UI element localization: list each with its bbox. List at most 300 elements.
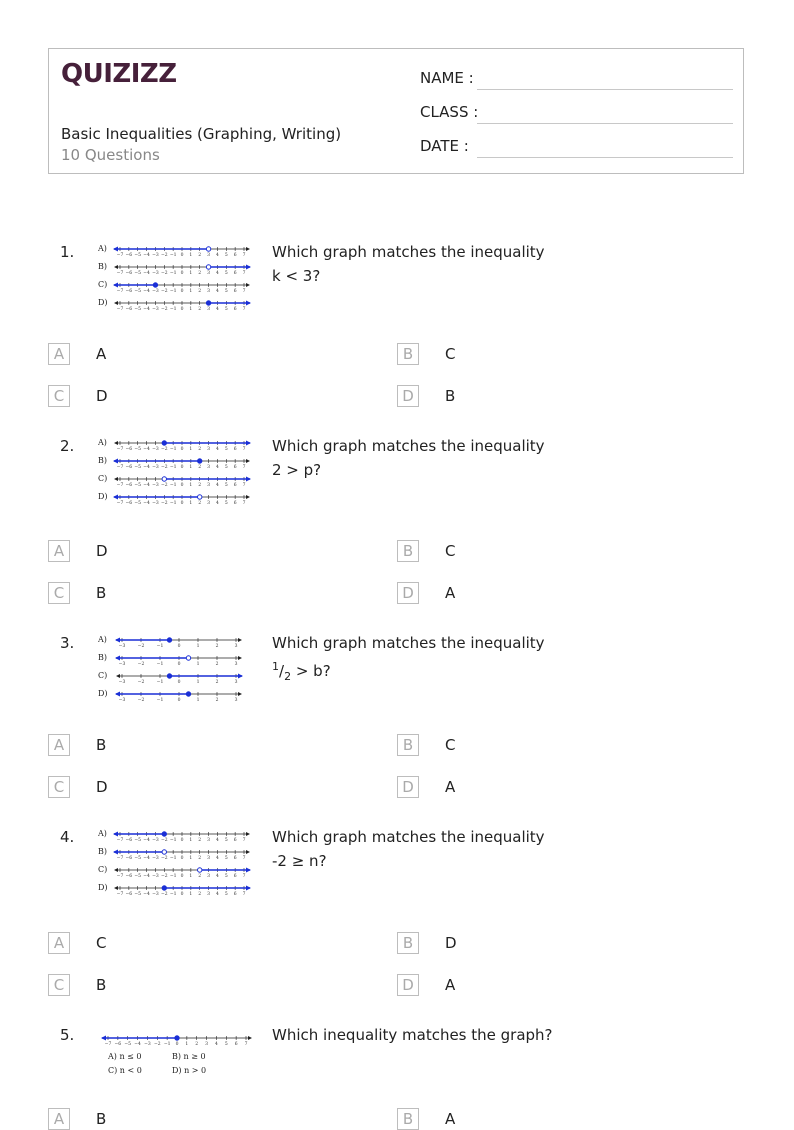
svg-text:1: 1 [196,680,200,685]
number-line [113,832,250,844]
number-line [116,674,243,686]
number-line [113,459,250,471]
svg-text:−4: −4 [143,307,150,312]
svg-text:−4: −4 [143,253,150,258]
svg-text:7: 7 [242,838,246,843]
question-line-2-text: > b? [295,662,331,680]
svg-text:−3: −3 [152,253,159,258]
svg-text:−4: −4 [143,447,150,452]
svg-text:7: 7 [242,447,246,452]
svg-text:6: 6 [234,1042,238,1047]
svg-text:−3: −3 [152,307,159,312]
svg-text:−1: −1 [169,856,177,861]
option-text: B [445,387,456,405]
svg-text:−7: −7 [116,307,124,312]
svg-text:−7: −7 [116,501,124,506]
svg-text:−3: −3 [152,447,159,452]
svg-text:−5: −5 [134,838,142,843]
svg-text:−6: −6 [125,483,133,488]
option-text: A [445,976,456,994]
worksheet-header [48,48,744,174]
svg-text:0: 0 [180,856,184,861]
svg-text:−2: −2 [160,856,168,861]
svg-text:1: 1 [189,838,193,843]
number-line-figure [98,1023,258,1083]
svg-text:2: 2 [215,680,219,685]
svg-text:4: 4 [215,838,219,843]
option-text: C [445,542,456,560]
option-letter-box[interactable]: D [397,776,419,798]
svg-text:1: 1 [189,289,193,294]
number-line [114,441,251,453]
svg-text:−6: −6 [125,874,133,879]
svg-text:1: 1 [196,662,200,667]
svg-text:−1: −1 [156,680,164,685]
question-text [272,434,572,482]
svg-text:−6: −6 [125,289,133,294]
option-letter-box[interactable]: B [397,540,419,562]
svg-text:3: 3 [207,447,211,452]
svg-text:−5: −5 [134,447,142,452]
option-text: B [96,976,107,994]
svg-text:−1: −1 [169,838,177,843]
svg-text:−5: −5 [134,465,142,470]
svg-text:2: 2 [198,271,202,276]
question-text [272,825,572,873]
number-line [114,301,251,313]
svg-text:−3: −3 [152,465,159,470]
svg-text:6: 6 [233,501,237,506]
option-letter-box[interactable]: A [48,343,70,365]
question-line-1: Which graph matches the inequality [272,634,545,652]
svg-text:−3: −3 [152,892,159,897]
svg-text:−2: −2 [160,465,168,470]
svg-text:2: 2 [198,501,202,506]
svg-text:−4: −4 [143,856,150,861]
svg-text:−1: −1 [169,253,177,258]
svg-text:−2: −2 [160,271,168,276]
svg-text:3: 3 [207,838,211,843]
option-text: A [445,584,456,602]
svg-text:5: 5 [224,307,228,312]
number-line [113,495,250,507]
svg-text:−3: −3 [152,289,159,294]
svg-text:−5: −5 [134,892,142,897]
svg-text:−6: −6 [114,1042,122,1047]
svg-text:−2: −2 [160,838,168,843]
svg-text:2: 2 [215,644,219,649]
svg-text:1: 1 [196,698,200,703]
option-text: C [96,934,107,952]
svg-text:0: 0 [180,838,184,843]
svg-text:−1: −1 [169,447,177,452]
option-text: C [445,736,456,754]
name-line [477,89,733,90]
svg-text:−2: −2 [137,644,145,649]
svg-text:−5: −5 [134,483,142,488]
svg-text:−7: −7 [116,465,124,470]
option-text: D [96,778,108,796]
graph-label: A) [98,438,107,447]
inequality-choice: D) n > 0 [172,1066,207,1075]
svg-text:0: 0 [180,892,184,897]
fraction-denominator: 2 [284,670,292,683]
svg-text:2: 2 [198,892,202,897]
svg-text:−1: −1 [169,874,177,879]
svg-text:6: 6 [233,289,237,294]
svg-text:3: 3 [234,680,238,685]
inequality-choice: A) n ≤ 0 [108,1052,142,1061]
svg-text:−2: −2 [160,892,168,897]
svg-text:0: 0 [177,644,181,649]
class-line [477,123,733,124]
question-line-1: Which inequality matches the graph? [272,1026,553,1044]
svg-text:−1: −1 [169,483,177,488]
svg-text:−6: −6 [125,465,133,470]
svg-text:−4: −4 [143,465,150,470]
svg-text:7: 7 [242,465,246,470]
svg-text:5: 5 [224,874,228,879]
question-number: 2. [60,437,75,455]
option-letter-box[interactable]: C [48,776,70,798]
svg-text:5: 5 [224,447,228,452]
svg-text:−5: −5 [134,856,142,861]
graph-label: C) [98,671,108,680]
svg-text:1: 1 [189,271,193,276]
svg-text:4: 4 [215,253,219,258]
svg-text:−7: −7 [116,874,124,879]
svg-text:2: 2 [198,289,202,294]
svg-text:7: 7 [244,1042,248,1047]
svg-text:−5: −5 [124,1042,132,1047]
graph-label: B) [98,653,107,662]
graph-label: C) [98,280,108,289]
option-letter-box[interactable]: C [48,385,70,407]
svg-text:−4: −4 [143,892,150,897]
svg-text:0: 0 [180,483,184,488]
svg-text:−5: −5 [134,289,142,294]
svg-text:7: 7 [242,483,246,488]
svg-text:−7: −7 [116,447,124,452]
svg-text:4: 4 [215,465,219,470]
svg-text:−4: −4 [143,483,150,488]
svg-text:4: 4 [215,271,219,276]
option-letter-box[interactable]: B [397,343,419,365]
svg-text:−6: −6 [125,856,133,861]
class-field[interactable] [420,103,478,121]
svg-text:−1: −1 [169,892,177,897]
option-letter-box[interactable]: B [397,734,419,756]
svg-text:−3: −3 [152,271,159,276]
svg-text:6: 6 [233,447,237,452]
date-field[interactable] [420,137,469,155]
svg-text:3: 3 [207,501,211,506]
option-letter-box[interactable]: A [48,734,70,756]
svg-text:2: 2 [198,838,202,843]
svg-text:3: 3 [205,1042,209,1047]
svg-text:4: 4 [215,874,219,879]
svg-text:5: 5 [224,253,228,258]
svg-text:3: 3 [207,856,211,861]
question-line-1: Which graph matches the inequality [272,243,545,261]
graph-label: A) [98,244,107,253]
graph-label: A) [98,635,107,644]
number-line [113,247,250,259]
svg-text:−2: −2 [160,307,168,312]
svg-text:2: 2 [198,856,202,861]
svg-text:0: 0 [180,447,184,452]
svg-text:−3: −3 [118,662,126,667]
option-text: D [96,387,108,405]
svg-text:−1: −1 [169,465,177,470]
option-text: C [445,345,456,363]
svg-text:0: 0 [180,271,184,276]
graph-label: D) [98,689,108,698]
option-letter-box[interactable]: B [397,932,419,954]
svg-text:2: 2 [198,447,202,452]
option-letter-box[interactable]: A [48,932,70,954]
svg-text:−1: −1 [156,644,164,649]
svg-text:0: 0 [180,253,184,258]
svg-text:0: 0 [180,501,184,506]
svg-text:0: 0 [175,1042,179,1047]
svg-text:−4: −4 [143,501,150,506]
svg-text:−4: −4 [143,271,150,276]
svg-text:6: 6 [233,253,237,258]
svg-text:−5: −5 [134,307,142,312]
svg-text:4: 4 [214,1042,218,1047]
graph-label: B) [98,456,107,465]
svg-text:−4: −4 [143,838,150,843]
option-letter-box[interactable]: D [397,385,419,407]
svg-text:−1: −1 [163,1042,171,1047]
svg-text:−5: −5 [134,253,142,258]
svg-text:0: 0 [177,662,181,667]
svg-text:2: 2 [198,874,202,879]
graph-label: C) [98,865,108,874]
svg-text:−7: −7 [116,892,124,897]
number-line [113,283,250,295]
svg-text:−6: −6 [125,253,133,258]
svg-text:−3: −3 [118,698,126,703]
svg-text:4: 4 [215,501,219,506]
svg-text:1: 1 [189,447,193,452]
number-line [114,265,251,277]
svg-text:7: 7 [242,874,246,879]
svg-text:−1: −1 [156,662,164,667]
svg-text:0: 0 [180,289,184,294]
svg-text:−4: −4 [143,874,150,879]
question-text [272,631,572,689]
graph-label: D) [98,883,108,892]
svg-text:−3: −3 [152,874,159,879]
svg-text:3: 3 [207,465,211,470]
number-line [114,886,251,898]
svg-text:7: 7 [242,307,246,312]
graph-label: C) [98,474,108,483]
svg-text:0: 0 [177,680,181,685]
svg-text:2: 2 [215,662,219,667]
svg-text:3: 3 [234,644,238,649]
option-letter-box[interactable]: A [48,540,70,562]
class-label: CLASS : [420,103,479,121]
svg-text:6: 6 [233,271,237,276]
number-line-figure [98,631,258,707]
quizizz-logo: QUIZIZZ [61,59,177,89]
svg-text:−2: −2 [153,1042,161,1047]
question-line-2: k < 3? [272,267,321,285]
svg-text:1: 1 [189,253,193,258]
svg-text:6: 6 [233,465,237,470]
svg-text:5: 5 [224,271,228,276]
svg-text:−4: −4 [143,289,150,294]
date-label: DATE : [420,137,469,155]
svg-text:−7: −7 [116,856,124,861]
svg-text:5: 5 [224,1042,228,1047]
svg-text:7: 7 [242,892,246,897]
svg-text:4: 4 [215,892,219,897]
svg-text:3: 3 [207,874,211,879]
graph-label: D) [98,298,108,307]
svg-text:−2: −2 [137,680,145,685]
option-letter-box[interactable]: A [48,1108,70,1130]
question-line-2: $^1/_2 > b$? [272,660,331,683]
option-letter-box[interactable]: B [397,1108,419,1130]
svg-text:3: 3 [207,253,211,258]
svg-text:−6: −6 [125,838,133,843]
svg-text:3: 3 [207,892,211,897]
number-line-figure [98,434,258,510]
svg-text:1: 1 [189,483,193,488]
svg-text:−7: −7 [116,838,124,843]
svg-text:−3: −3 [152,856,159,861]
svg-text:1: 1 [196,644,200,649]
graph-label: B) [98,262,107,271]
question-number: 3. [60,634,75,652]
svg-text:−7: −7 [116,271,124,276]
svg-text:3: 3 [207,289,211,294]
svg-text:7: 7 [242,271,246,276]
svg-text:6: 6 [233,892,237,897]
number-line-figure [98,825,258,901]
svg-text:2: 2 [198,483,202,488]
svg-text:−3: −3 [144,1042,151,1047]
question-number: 5. [60,1026,75,1044]
svg-text:4: 4 [215,447,219,452]
worksheet-title: Basic Inequalities (Graphing, Writing) [61,125,342,143]
svg-text:−6: −6 [125,307,133,312]
question-text [272,240,572,288]
svg-text:−5: −5 [134,874,142,879]
number-line [115,656,242,668]
svg-text:5: 5 [224,892,228,897]
inequality-choice: B) n ≥ 0 [172,1052,206,1061]
date-line [477,157,733,158]
number-line [101,1036,252,1048]
option-letter-box[interactable]: C [48,582,70,604]
question-line-1: Which graph matches the inequality [272,828,545,846]
number-line [115,638,242,650]
svg-text:0: 0 [180,307,184,312]
svg-text:1: 1 [189,856,193,861]
option-letter-box[interactable]: D [397,582,419,604]
svg-text:−6: −6 [125,271,133,276]
svg-text:4: 4 [215,289,219,294]
svg-text:−7: −7 [116,483,124,488]
svg-text:−7: −7 [116,253,124,258]
svg-text:6: 6 [233,483,237,488]
svg-text:6: 6 [233,856,237,861]
svg-text:3: 3 [234,662,238,667]
fraction-numerator: 1 [272,660,279,673]
option-text: D [445,934,457,952]
number-line [114,868,251,880]
svg-text:5: 5 [224,289,228,294]
question-line-1: Which graph matches the inequality [272,437,545,455]
svg-text:5: 5 [224,465,228,470]
option-letter-box[interactable]: C [48,974,70,996]
number-line [113,850,250,862]
svg-text:5: 5 [224,838,228,843]
svg-text:−3: −3 [118,680,126,685]
svg-text:7: 7 [242,253,246,258]
option-text: D [96,542,108,560]
svg-text:3: 3 [207,271,211,276]
svg-text:−2: −2 [160,253,168,258]
svg-text:−7: −7 [104,1042,112,1047]
svg-text:−2: −2 [160,447,168,452]
question-count: 10 Questions [61,146,160,164]
option-text: B [96,1110,107,1128]
svg-text:−1: −1 [169,289,177,294]
svg-text:3: 3 [234,698,238,703]
option-text: A [445,1110,456,1128]
svg-text:6: 6 [233,874,237,879]
svg-text:4: 4 [215,856,219,861]
svg-text:6: 6 [233,838,237,843]
question-line-2: -2 ≥ n? [272,852,327,870]
number-line [115,692,242,704]
svg-text:−4: −4 [134,1042,141,1047]
svg-text:7: 7 [242,501,246,506]
svg-text:−1: −1 [169,271,177,276]
svg-text:−1: −1 [169,307,177,312]
svg-text:−5: −5 [134,271,142,276]
svg-text:2: 2 [198,253,202,258]
svg-text:0: 0 [180,465,184,470]
name-field[interactable] [420,69,474,87]
svg-text:3: 3 [207,483,211,488]
number-line [114,477,251,489]
svg-text:−6: −6 [125,447,133,452]
svg-text:1: 1 [189,892,193,897]
svg-text:−7: −7 [116,289,124,294]
svg-text:−3: −3 [152,838,159,843]
svg-text:4: 4 [215,307,219,312]
option-text: A [96,345,107,363]
svg-text:−2: −2 [160,501,168,506]
option-text: B [96,584,107,602]
graph-label: A) [98,829,107,838]
question-number: 1. [60,243,75,261]
svg-text:2: 2 [195,1042,199,1047]
svg-text:2: 2 [198,465,202,470]
svg-text:5: 5 [224,856,228,861]
svg-text:−2: −2 [160,874,168,879]
inequality-choice: C) n < 0 [108,1066,142,1075]
option-letter-box[interactable]: D [397,974,419,996]
graph-label: D) [98,492,108,501]
